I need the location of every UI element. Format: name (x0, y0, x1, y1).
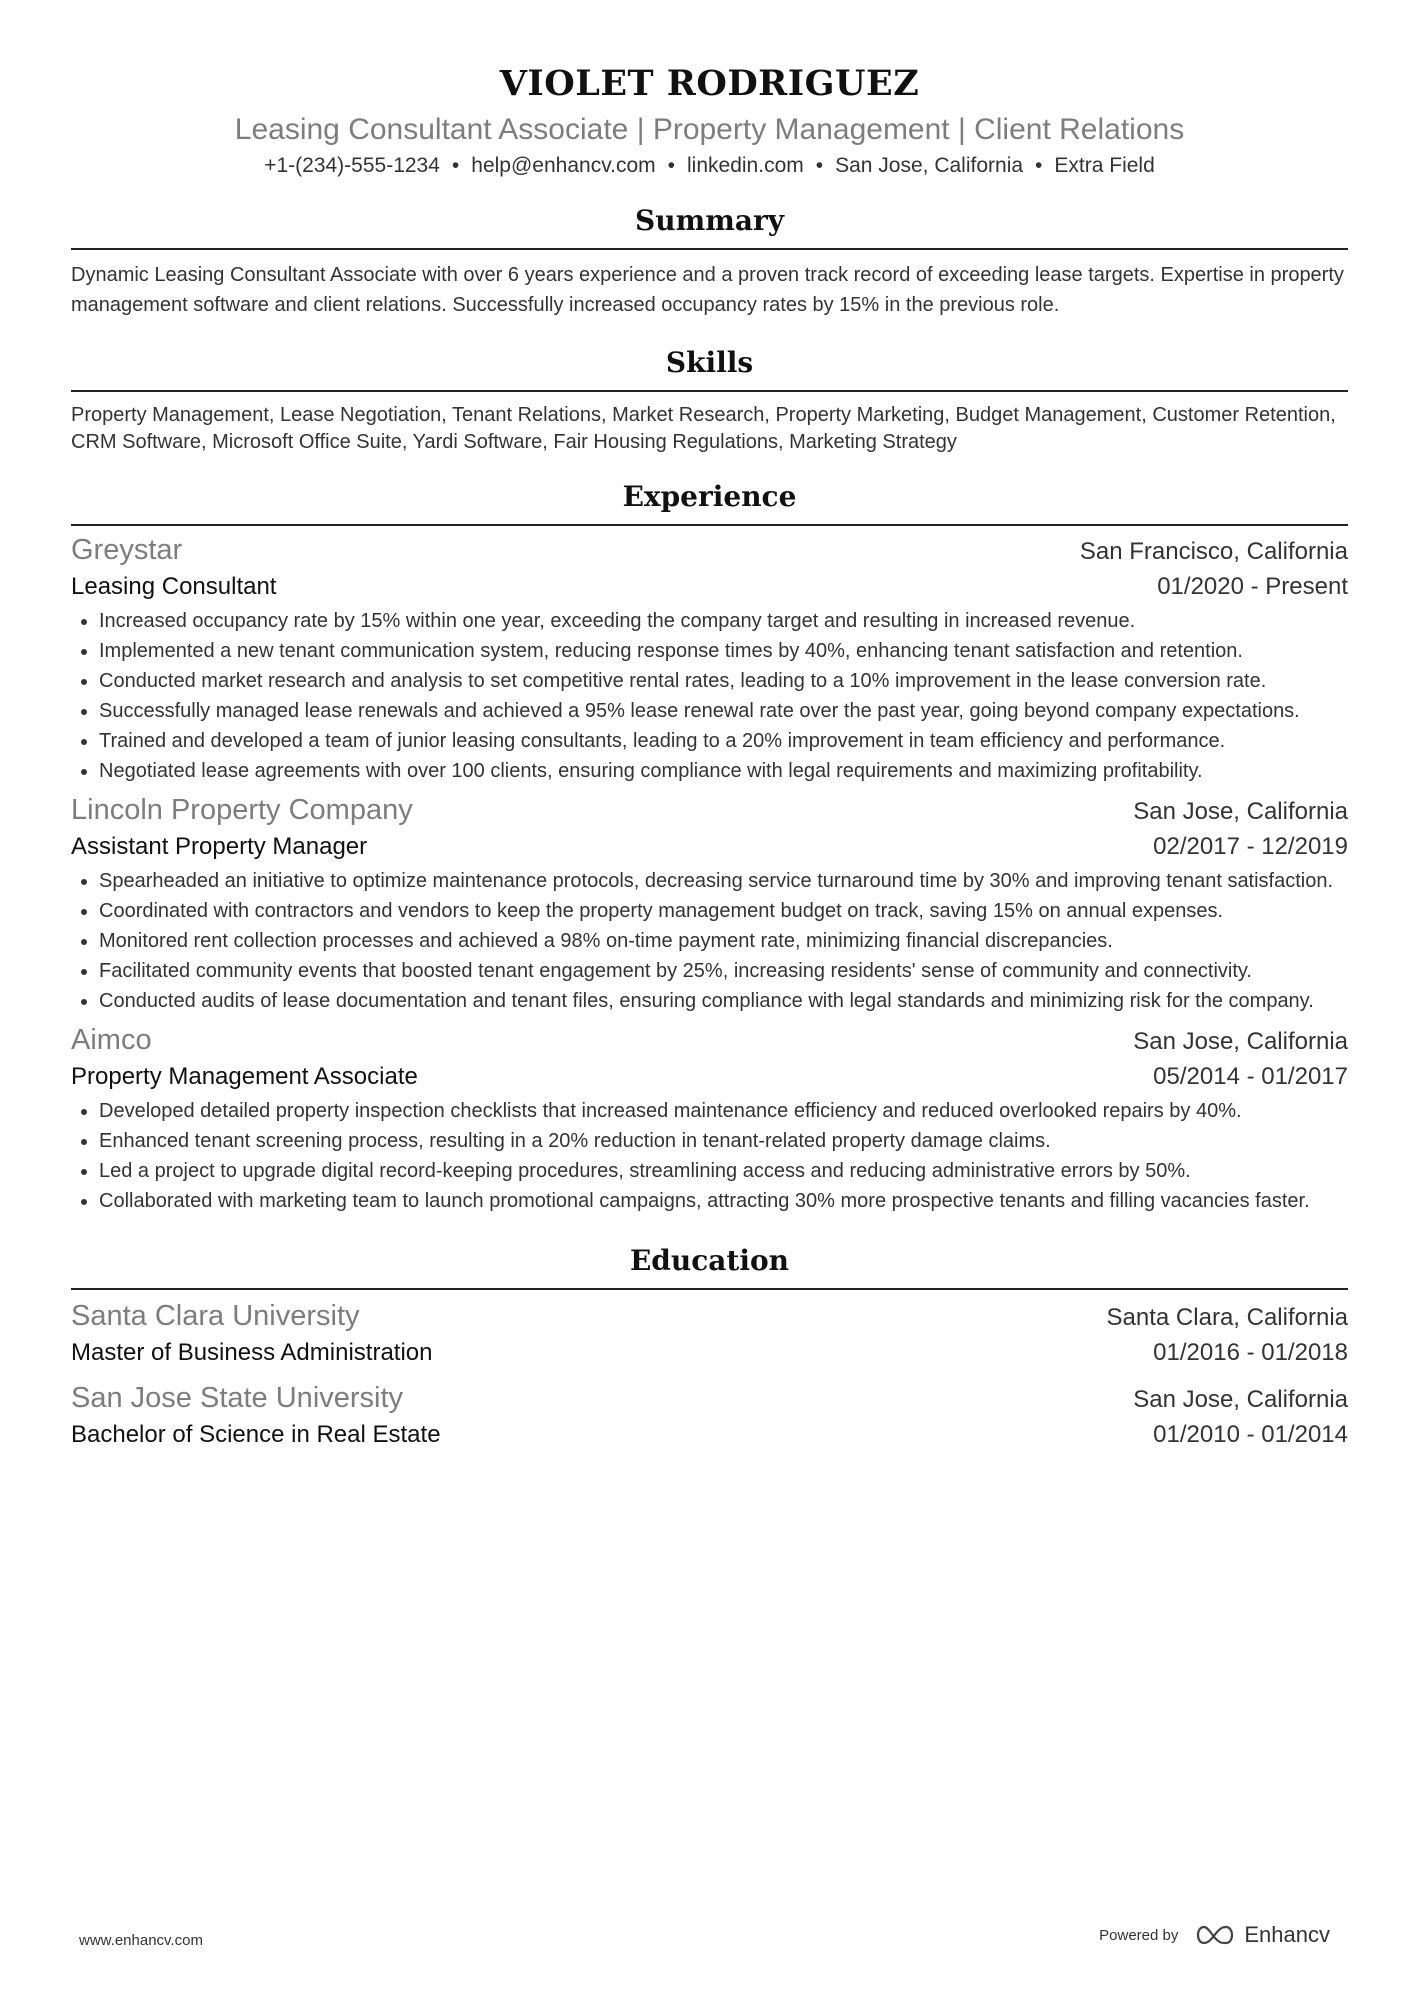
email[interactable]: help@enhancv.com (471, 154, 656, 177)
school-location: San Jose, California (1133, 1386, 1348, 1413)
extra-field: Extra Field (1054, 154, 1155, 177)
contact-line (71, 152, 1348, 180)
list-item: • Conducted audits of lease documentation and tenant files, ensuring compliance with legal standards and minimizing risk for the company. (99, 986, 1348, 1016)
brand-name: Enhancv (1244, 1922, 1330, 1947)
list-item: • Facilitated community events that boosted tenant engagement by 25%, increasing residents' sense of community and connectivity. (99, 956, 1348, 986)
bullet-separator: • (815, 154, 824, 177)
resume-page (71, 0, 1348, 1452)
experience-section (71, 480, 1348, 1216)
company-location: San Francisco, California (1079, 538, 1348, 565)
bullet-separator: • (667, 154, 676, 177)
list-item: • Successfully managed lease renewals and achieved a 95% lease renewal rate over the past year, going beyond company expectations. (99, 696, 1348, 726)
list-item: • Developed detailed property inspection checklists that increased maintenance efficiency and reduced overlooked repairs by 40%. (99, 1096, 1348, 1126)
brand-logo[interactable] (1192, 1922, 1330, 1948)
degree: Bachelor of Science in Real Estate (71, 1421, 441, 1448)
summary-text: Dynamic Leasing Consultant Associate with over 6 years experience and a proven track record of exceeding lease targets. Expertise in property management software and client relations. Successfully increased occupancy rates by 15% in the previous role. (71, 264, 1344, 316)
list-item: • Increased occupancy rate by 15% within one year, exceeding the company target and resulting in increased revenue. (99, 606, 1348, 636)
section-title-education: Education (71, 1244, 1348, 1290)
linkedin[interactable]: linkedin.com (687, 154, 804, 177)
footer-branding (1099, 1922, 1330, 1948)
skills-section (71, 346, 1348, 456)
degree: Master of Business Administration (71, 1339, 433, 1366)
experience-entry (71, 1022, 1348, 1216)
list-item: • Trained and developed a team of junior leasing consultants, leading to a 20% improvement in team efficiency and performance. (99, 726, 1348, 756)
achievement-list (71, 866, 1348, 1016)
education-entry (71, 1298, 1348, 1370)
job-title: Property Management Associate (71, 1063, 418, 1090)
location: San Jose, California (835, 154, 1024, 177)
headline: Leasing Consultant Associate | Property Management | Client Relations (234, 113, 1185, 146)
candidate-name: VIOLET RODRIGUEZ (499, 63, 920, 104)
enhancv-logo-icon (1192, 1923, 1238, 1947)
school-name: Santa Clara University (71, 1300, 360, 1332)
company-location: San Jose, California (1133, 1028, 1348, 1055)
job-dates: 05/2014 - 01/2017 (1153, 1063, 1348, 1090)
job-dates: 02/2017 - 12/2019 (1153, 833, 1348, 860)
list-item: • Spearheaded an initiative to optimize maintenance protocols, decreasing service turnaround time by 30% and improving tenant satisfaction. (99, 866, 1348, 896)
company-name: Aimco (71, 1024, 152, 1056)
list-item: • Negotiated lease agreements with over 100 clients, ensuring compliance with legal requirements and maximizing profitability. (99, 756, 1348, 786)
achievement-list (71, 1096, 1348, 1216)
list-item: • Monitored rent collection processes and achieved a 98% on-time payment rate, minimizing financial discrepancies. (99, 926, 1348, 956)
phone: +1-(234)-555-1234 (264, 154, 440, 177)
job-title: Assistant Property Manager (71, 833, 368, 860)
company-name: Lincoln Property Company (71, 794, 413, 826)
company-location: San Jose, California (1133, 798, 1348, 825)
job-dates: 01/2020 - Present (1157, 573, 1348, 600)
experience-entry (71, 792, 1348, 1016)
section-title-skills: Skills (71, 346, 1348, 392)
school-name: San Jose State University (71, 1382, 404, 1414)
list-item: • Implemented a new tenant communication system, reducing response times by 40%, enhancing tenant satisfaction and retention. (99, 636, 1348, 666)
achievement-list (71, 606, 1348, 786)
education-entry (71, 1380, 1348, 1452)
skills-text: Property Management, Lease Negotiation, Tenant Relations, Market Research, Property Marketing, Budget Management, Customer Retention, CRM Software, Microsoft Office Suite, Yardi Software, Fair Housing Regulations, Marketing Strategy (71, 404, 1336, 453)
experience-entry (71, 532, 1348, 786)
school-location: Santa Clara, California (1106, 1304, 1348, 1331)
education-dates: 01/2010 - 01/2014 (1153, 1421, 1348, 1448)
education-dates: 01/2016 - 01/2018 (1153, 1339, 1348, 1366)
summary-section (71, 204, 1348, 320)
list-item: • Collaborated with marketing team to launch promotional campaigns, attracting 30% more prospective tenants and filling vacancies faster. (99, 1186, 1348, 1216)
list-item: • Led a project to upgrade digital record-keeping procedures, streamlining access and reducing administrative errors by 50%. (99, 1156, 1348, 1186)
job-title: Leasing Consultant (71, 573, 277, 600)
footer-website[interactable]: www.enhancv.com (79, 1932, 203, 1949)
bullet-separator: • (451, 154, 460, 177)
powered-by-label: Powered by (1099, 1926, 1179, 1944)
education-section (71, 1244, 1348, 1452)
list-item: • Coordinated with contractors and vendors to keep the property management budget on track, saving 15% on annual expenses. (99, 896, 1348, 926)
section-title-summary: Summary (71, 204, 1348, 250)
list-item: • Enhanced tenant screening process, resulting in a 20% reduction in tenant-related property damage claims. (99, 1126, 1348, 1156)
list-item: • Conducted market research and analysis to set competitive rental rates, leading to a 10% improvement in the lease conversion rate. (99, 666, 1348, 696)
section-title-experience: Experience (71, 480, 1348, 526)
company-name: Greystar (71, 534, 183, 566)
bullet-separator: • (1035, 154, 1043, 177)
